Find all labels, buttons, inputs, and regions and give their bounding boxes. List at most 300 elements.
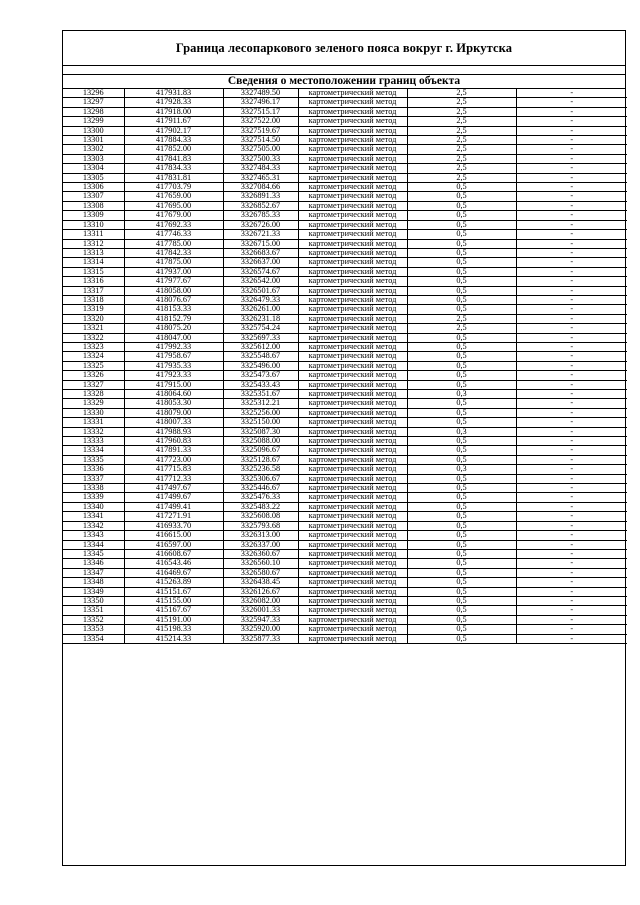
- table-row: [63, 98, 627, 107]
- table-row: [63, 361, 627, 370]
- accuracy-cell: 0,5: [407, 484, 516, 493]
- method-cell: картометрический метод: [298, 493, 407, 502]
- description-cell: -: [516, 333, 627, 342]
- description-cell: -: [516, 361, 627, 370]
- accuracy-cell: 2,5: [407, 164, 516, 173]
- y-coordinate-cell: 3327489.50: [223, 89, 298, 98]
- table-row: [63, 390, 627, 399]
- description-cell: -: [516, 606, 627, 615]
- y-coordinate-cell: 3325088.00: [223, 437, 298, 446]
- point-number-cell: 13300: [63, 126, 124, 135]
- accuracy-cell: 0,5: [407, 540, 516, 549]
- y-coordinate-cell: 3325697.33: [223, 333, 298, 342]
- point-number-cell: 13335: [63, 455, 124, 464]
- method-cell: картометрический метод: [298, 427, 407, 436]
- x-coordinate-cell: 417977.67: [124, 277, 223, 286]
- accuracy-cell: 0,5: [407, 380, 516, 389]
- y-coordinate-cell: 3326313.00: [223, 531, 298, 540]
- method-cell: картометрический метод: [298, 455, 407, 464]
- y-coordinate-cell: 3325947.33: [223, 615, 298, 624]
- point-number-cell: 13332: [63, 427, 124, 436]
- table-row: [63, 333, 627, 342]
- y-coordinate-cell: 3326261.00: [223, 305, 298, 314]
- y-coordinate-cell: 3326785.33: [223, 211, 298, 220]
- point-number-cell: 13330: [63, 408, 124, 417]
- description-cell: -: [516, 267, 627, 276]
- y-coordinate-cell: 3327484.33: [223, 164, 298, 173]
- table-row: [63, 324, 627, 333]
- point-number-cell: 13304: [63, 164, 124, 173]
- document-frame: [62, 30, 626, 866]
- description-cell: -: [516, 634, 627, 643]
- x-coordinate-cell: 417875.00: [124, 258, 223, 267]
- x-coordinate-cell: 416608.67: [124, 549, 223, 558]
- point-number-cell: 13316: [63, 277, 124, 286]
- x-coordinate-cell: 418075.20: [124, 324, 223, 333]
- x-coordinate-cell: 417271.91: [124, 512, 223, 521]
- point-number-cell: 13353: [63, 625, 124, 634]
- description-cell: -: [516, 578, 627, 587]
- table-row: [63, 277, 627, 286]
- description-cell: -: [516, 342, 627, 351]
- accuracy-cell: 2,5: [407, 324, 516, 333]
- description-cell: -: [516, 324, 627, 333]
- point-number-cell: 13336: [63, 465, 124, 474]
- y-coordinate-cell: 3325877.33: [223, 634, 298, 643]
- accuracy-cell: 0,5: [407, 342, 516, 351]
- table-row: [63, 502, 627, 511]
- point-number-cell: 13338: [63, 484, 124, 493]
- accuracy-cell: 0,5: [407, 220, 516, 229]
- x-coordinate-cell: 417831.81: [124, 173, 223, 182]
- method-cell: картометрический метод: [298, 342, 407, 351]
- y-coordinate-cell: 3325483.22: [223, 502, 298, 511]
- method-cell: картометрический метод: [298, 305, 407, 314]
- accuracy-cell: 0,5: [407, 277, 516, 286]
- x-coordinate-cell: 417891.33: [124, 446, 223, 455]
- y-coordinate-cell: 3326637.00: [223, 258, 298, 267]
- method-cell: картометрический метод: [298, 333, 407, 342]
- description-cell: -: [516, 493, 627, 502]
- x-coordinate-cell: 415151.67: [124, 587, 223, 596]
- x-coordinate-cell: 417679.00: [124, 211, 223, 220]
- point-number-cell: 13331: [63, 418, 124, 427]
- description-cell: -: [516, 154, 627, 163]
- accuracy-cell: 0,5: [407, 286, 516, 295]
- y-coordinate-cell: 3327500.33: [223, 154, 298, 163]
- description-cell: -: [516, 192, 627, 201]
- y-coordinate-cell: 3325312.21: [223, 399, 298, 408]
- method-cell: картометрический метод: [298, 371, 407, 380]
- y-coordinate-cell: 3325433.43: [223, 380, 298, 389]
- point-number-cell: 13334: [63, 446, 124, 455]
- point-number-cell: 13322: [63, 333, 124, 342]
- point-number-cell: 13328: [63, 390, 124, 399]
- x-coordinate-cell: 417960.83: [124, 437, 223, 446]
- point-number-cell: 13310: [63, 220, 124, 229]
- method-cell: картометрический метод: [298, 502, 407, 511]
- point-number-cell: 13325: [63, 361, 124, 370]
- description-cell: -: [516, 145, 627, 154]
- description-cell: -: [516, 352, 627, 361]
- table-row: [63, 446, 627, 455]
- method-cell: картометрический метод: [298, 596, 407, 605]
- description-cell: -: [516, 455, 627, 464]
- table-row: [63, 578, 627, 587]
- method-cell: картометрический метод: [298, 568, 407, 577]
- method-cell: картометрический метод: [298, 295, 407, 304]
- table-row: [63, 286, 627, 295]
- accuracy-cell: 0,5: [407, 559, 516, 568]
- method-cell: картометрический метод: [298, 418, 407, 427]
- y-coordinate-cell: 3326001.33: [223, 606, 298, 615]
- table-row: [63, 484, 627, 493]
- y-coordinate-cell: 3327505.00: [223, 145, 298, 154]
- accuracy-cell: 0,3: [407, 427, 516, 436]
- description-cell: -: [516, 521, 627, 530]
- x-coordinate-cell: 417499.41: [124, 502, 223, 511]
- description-cell: -: [516, 239, 627, 248]
- y-coordinate-cell: 3326560.10: [223, 559, 298, 568]
- x-coordinate-cell: 417497.67: [124, 484, 223, 493]
- accuracy-cell: 0,5: [407, 455, 516, 464]
- method-cell: картометрический метод: [298, 183, 407, 192]
- table-row: [63, 239, 627, 248]
- x-coordinate-cell: 417692.33: [124, 220, 223, 229]
- point-number-cell: 13303: [63, 154, 124, 163]
- y-coordinate-cell: 3325496.00: [223, 361, 298, 370]
- table-row: [63, 568, 627, 577]
- description-cell: -: [516, 136, 627, 145]
- table-row: [63, 126, 627, 135]
- point-number-cell: 13323: [63, 342, 124, 351]
- method-cell: картометрический метод: [298, 248, 407, 257]
- accuracy-cell: 0,5: [407, 267, 516, 276]
- y-coordinate-cell: 3325793.68: [223, 521, 298, 530]
- method-cell: картометрический метод: [298, 549, 407, 558]
- y-coordinate-cell: 3325150.00: [223, 418, 298, 427]
- accuracy-cell: 0,5: [407, 521, 516, 530]
- description-cell: -: [516, 587, 627, 596]
- description-cell: -: [516, 248, 627, 257]
- table-row: [63, 427, 627, 436]
- table-row: [63, 89, 627, 98]
- description-cell: -: [516, 107, 627, 116]
- accuracy-cell: 0,5: [407, 192, 516, 201]
- x-coordinate-cell: 416597.00: [124, 540, 223, 549]
- point-number-cell: 13296: [63, 89, 124, 98]
- x-coordinate-cell: 416469.67: [124, 568, 223, 577]
- method-cell: картометрический метод: [298, 465, 407, 474]
- y-coordinate-cell: 3326360.67: [223, 549, 298, 558]
- x-coordinate-cell: 416543.46: [124, 559, 223, 568]
- accuracy-cell: 0,5: [407, 578, 516, 587]
- point-number-cell: 13344: [63, 540, 124, 549]
- description-cell: -: [516, 615, 627, 624]
- x-coordinate-cell: 415191.00: [124, 615, 223, 624]
- x-coordinate-cell: 417931.83: [124, 89, 223, 98]
- point-number-cell: 13320: [63, 314, 124, 323]
- x-coordinate-cell: 417935.33: [124, 361, 223, 370]
- description-cell: -: [516, 89, 627, 98]
- accuracy-cell: 0,5: [407, 531, 516, 540]
- x-coordinate-cell: 417923.33: [124, 371, 223, 380]
- y-coordinate-cell: 3325612.00: [223, 342, 298, 351]
- point-number-cell: 13326: [63, 371, 124, 380]
- accuracy-cell: 0,5: [407, 258, 516, 267]
- y-coordinate-cell: 3326721.33: [223, 230, 298, 239]
- x-coordinate-cell: 415214.33: [124, 634, 223, 643]
- x-coordinate-cell: 417992.33: [124, 342, 223, 351]
- description-cell: -: [516, 230, 627, 239]
- x-coordinate-cell: 417911.67: [124, 117, 223, 126]
- method-cell: картометрический метод: [298, 211, 407, 220]
- x-coordinate-cell: 416615.00: [124, 531, 223, 540]
- table-row: [63, 154, 627, 163]
- y-coordinate-cell: 3325096.67: [223, 446, 298, 455]
- accuracy-cell: 2,5: [407, 89, 516, 98]
- y-coordinate-cell: 3326501.67: [223, 286, 298, 295]
- x-coordinate-cell: 415167.67: [124, 606, 223, 615]
- table-row: [63, 399, 627, 408]
- point-number-cell: 13312: [63, 239, 124, 248]
- description-cell: -: [516, 211, 627, 220]
- x-coordinate-cell: 418152.79: [124, 314, 223, 323]
- method-cell: картометрический метод: [298, 578, 407, 587]
- x-coordinate-cell: 417746.33: [124, 230, 223, 239]
- y-coordinate-cell: 3326438.45: [223, 578, 298, 587]
- method-cell: картометрический метод: [298, 154, 407, 163]
- y-coordinate-cell: 3326852.67: [223, 201, 298, 210]
- accuracy-cell: 0,5: [407, 606, 516, 615]
- method-cell: картометрический метод: [298, 107, 407, 116]
- method-cell: картометрический метод: [298, 286, 407, 295]
- table-row: [63, 521, 627, 530]
- description-cell: -: [516, 117, 627, 126]
- table-row: [63, 136, 627, 145]
- x-coordinate-cell: 415263.89: [124, 578, 223, 587]
- x-coordinate-cell: 417884.33: [124, 136, 223, 145]
- point-number-cell: 13354: [63, 634, 124, 643]
- method-cell: картометрический метод: [298, 625, 407, 634]
- x-coordinate-cell: 418064.60: [124, 390, 223, 399]
- table-row: [63, 493, 627, 502]
- method-cell: картометрический метод: [298, 201, 407, 210]
- description-cell: -: [516, 295, 627, 304]
- accuracy-cell: 0,5: [407, 502, 516, 511]
- description-cell: -: [516, 446, 627, 455]
- description-cell: -: [516, 596, 627, 605]
- accuracy-cell: 0,5: [407, 333, 516, 342]
- point-number-cell: 13313: [63, 248, 124, 257]
- x-coordinate-cell: 417841.83: [124, 154, 223, 163]
- method-cell: картометрический метод: [298, 239, 407, 248]
- table-row: [63, 465, 627, 474]
- method-cell: картометрический метод: [298, 606, 407, 615]
- table-row: [63, 371, 627, 380]
- description-cell: -: [516, 540, 627, 549]
- table-row: [63, 248, 627, 257]
- point-number-cell: 13347: [63, 568, 124, 577]
- method-cell: картометрический метод: [298, 446, 407, 455]
- point-number-cell: 13298: [63, 107, 124, 116]
- y-coordinate-cell: 3326580.67: [223, 568, 298, 577]
- point-number-cell: 13308: [63, 201, 124, 210]
- description-cell: -: [516, 512, 627, 521]
- accuracy-cell: 2,5: [407, 145, 516, 154]
- y-coordinate-cell: 3325608.08: [223, 512, 298, 521]
- table-row: [63, 145, 627, 154]
- accuracy-cell: 0,5: [407, 615, 516, 624]
- y-coordinate-cell: 3325476.33: [223, 493, 298, 502]
- method-cell: картометрический метод: [298, 380, 407, 389]
- point-number-cell: 13299: [63, 117, 124, 126]
- accuracy-cell: 2,5: [407, 107, 516, 116]
- table-row: [63, 380, 627, 389]
- accuracy-cell: 0,5: [407, 295, 516, 304]
- x-coordinate-cell: 417988.93: [124, 427, 223, 436]
- point-number-cell: 13307: [63, 192, 124, 201]
- method-cell: картометрический метод: [298, 258, 407, 267]
- table-row: [63, 107, 627, 116]
- y-coordinate-cell: 3326479.33: [223, 295, 298, 304]
- accuracy-cell: 0,5: [407, 305, 516, 314]
- accuracy-cell: 0,5: [407, 512, 516, 521]
- y-coordinate-cell: 3326231.18: [223, 314, 298, 323]
- method-cell: картометрический метод: [298, 126, 407, 135]
- point-number-cell: 13309: [63, 211, 124, 220]
- method-cell: картометрический метод: [298, 173, 407, 182]
- method-cell: картометрический метод: [298, 634, 407, 643]
- description-cell: -: [516, 427, 627, 436]
- y-coordinate-cell: 3326337.00: [223, 540, 298, 549]
- y-coordinate-cell: 3325236.58: [223, 465, 298, 474]
- x-coordinate-cell: 417834.33: [124, 164, 223, 173]
- description-cell: -: [516, 314, 627, 323]
- description-cell: -: [516, 126, 627, 135]
- table-row: [63, 352, 627, 361]
- method-cell: картометрический метод: [298, 145, 407, 154]
- point-number-cell: 13302: [63, 145, 124, 154]
- description-cell: -: [516, 549, 627, 558]
- x-coordinate-cell: 417695.00: [124, 201, 223, 210]
- accuracy-cell: 0,5: [407, 201, 516, 210]
- accuracy-cell: 0,5: [407, 361, 516, 370]
- accuracy-cell: 2,5: [407, 154, 516, 163]
- method-cell: картометрический метод: [298, 615, 407, 624]
- description-cell: -: [516, 258, 627, 267]
- y-coordinate-cell: 3325128.67: [223, 455, 298, 464]
- description-cell: -: [516, 502, 627, 511]
- method-cell: картометрический метод: [298, 521, 407, 530]
- method-cell: картометрический метод: [298, 531, 407, 540]
- accuracy-cell: 0,5: [407, 596, 516, 605]
- point-number-cell: 13349: [63, 587, 124, 596]
- table-row: [63, 437, 627, 446]
- table-row: [63, 408, 627, 417]
- description-cell: -: [516, 625, 627, 634]
- accuracy-cell: 2,5: [407, 98, 516, 107]
- table-row: [63, 220, 627, 229]
- y-coordinate-cell: 3326082.00: [223, 596, 298, 605]
- accuracy-cell: 0,5: [407, 568, 516, 577]
- point-number-cell: 13317: [63, 286, 124, 295]
- point-number-cell: 13297: [63, 98, 124, 107]
- method-cell: картометрический метод: [298, 192, 407, 201]
- table-row: [63, 596, 627, 605]
- y-coordinate-cell: 3327514.50: [223, 136, 298, 145]
- x-coordinate-cell: 418153.33: [124, 305, 223, 314]
- x-coordinate-cell: 418053.30: [124, 399, 223, 408]
- table-row: [63, 587, 627, 596]
- point-number-cell: 13333: [63, 437, 124, 446]
- point-number-cell: 13311: [63, 230, 124, 239]
- description-cell: -: [516, 484, 627, 493]
- description-cell: -: [516, 277, 627, 286]
- y-coordinate-cell: 3325087.30: [223, 427, 298, 436]
- accuracy-cell: 0,5: [407, 418, 516, 427]
- x-coordinate-cell: 417785.00: [124, 239, 223, 248]
- point-number-cell: 13351: [63, 606, 124, 615]
- accuracy-cell: 0,5: [407, 239, 516, 248]
- accuracy-cell: 0,5: [407, 493, 516, 502]
- table-row: [63, 267, 627, 276]
- description-cell: -: [516, 380, 627, 389]
- description-cell: -: [516, 201, 627, 210]
- x-coordinate-cell: 417723.00: [124, 455, 223, 464]
- x-coordinate-cell: 415155.00: [124, 596, 223, 605]
- description-cell: -: [516, 183, 627, 192]
- point-number-cell: 13340: [63, 502, 124, 511]
- accuracy-cell: 0,5: [407, 446, 516, 455]
- y-coordinate-cell: 3326683.67: [223, 248, 298, 257]
- description-cell: -: [516, 173, 627, 182]
- point-number-cell: 13314: [63, 258, 124, 267]
- y-coordinate-cell: 3326574.67: [223, 267, 298, 276]
- spacer-row: [63, 66, 625, 75]
- y-coordinate-cell: 3325446.67: [223, 484, 298, 493]
- description-cell: -: [516, 390, 627, 399]
- table-row: [63, 164, 627, 173]
- point-number-cell: 13350: [63, 596, 124, 605]
- x-coordinate-cell: 418076.67: [124, 295, 223, 304]
- table-row: [63, 192, 627, 201]
- y-coordinate-cell: 3325920.00: [223, 625, 298, 634]
- accuracy-cell: 0,3: [407, 390, 516, 399]
- y-coordinate-cell: 3325548.67: [223, 352, 298, 361]
- table-row: [63, 606, 627, 615]
- accuracy-cell: 0,5: [407, 474, 516, 483]
- method-cell: картометрический метод: [298, 136, 407, 145]
- section-title: Сведения о местоположении границ объекта: [63, 75, 625, 89]
- description-cell: -: [516, 568, 627, 577]
- x-coordinate-cell: 417918.00: [124, 107, 223, 116]
- table-row: [63, 549, 627, 558]
- point-number-cell: 13327: [63, 380, 124, 389]
- table-row: [63, 201, 627, 210]
- table-row: [63, 117, 627, 126]
- table-row: [63, 531, 627, 540]
- accuracy-cell: 0,5: [407, 408, 516, 417]
- description-cell: -: [516, 164, 627, 173]
- accuracy-cell: 2,5: [407, 126, 516, 135]
- point-number-cell: 13339: [63, 493, 124, 502]
- point-number-cell: 13315: [63, 267, 124, 276]
- description-cell: -: [516, 465, 627, 474]
- y-coordinate-cell: 3327519.67: [223, 126, 298, 135]
- method-cell: картометрический метод: [298, 512, 407, 521]
- x-coordinate-cell: 417842.33: [124, 248, 223, 257]
